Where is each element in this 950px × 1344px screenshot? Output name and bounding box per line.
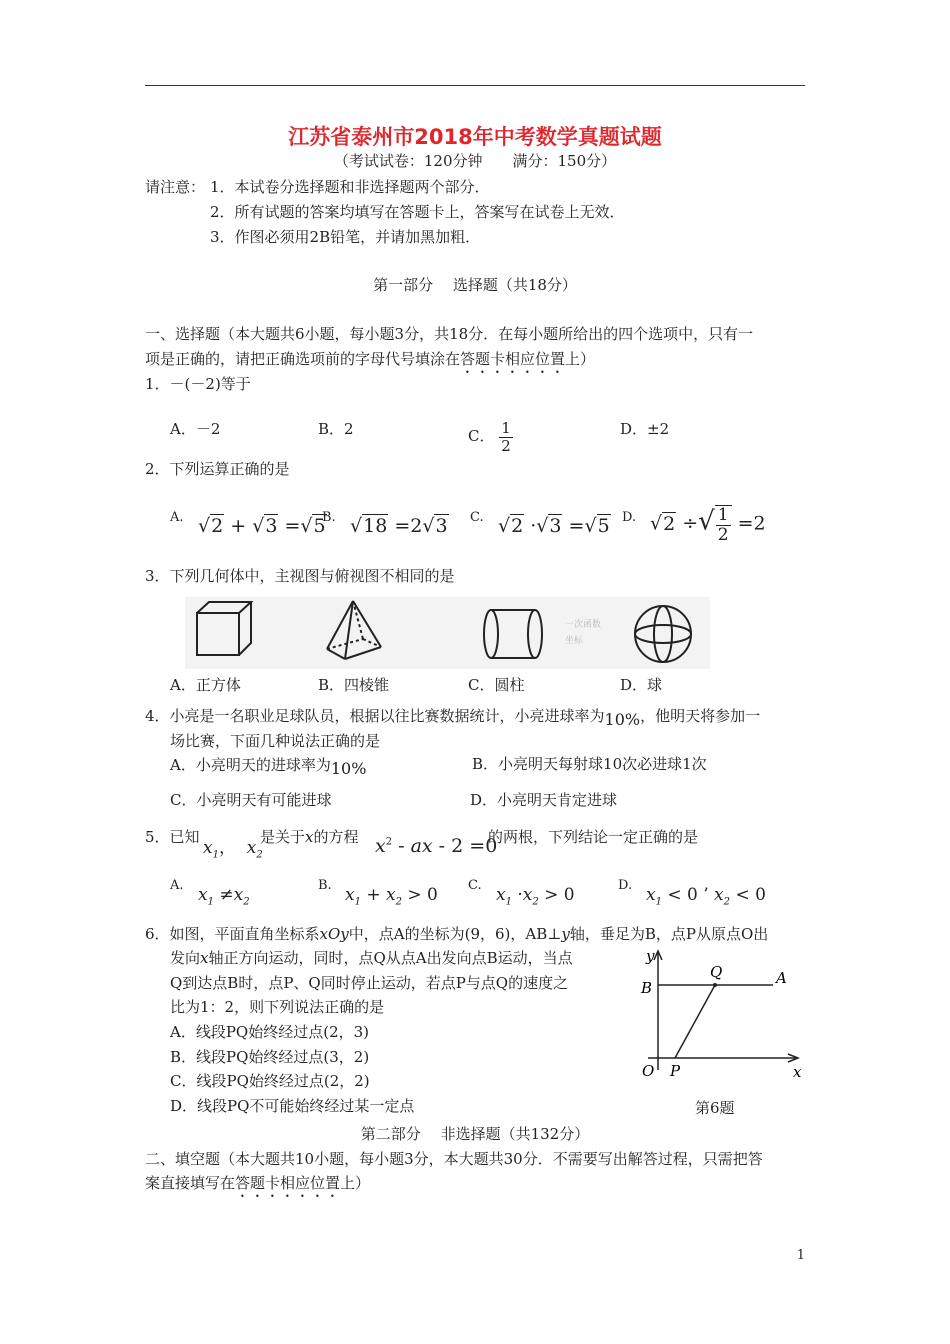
q3-option-b: B．四棱锥 <box>318 676 390 694</box>
page-number: 1 <box>796 1248 805 1263</box>
q5-stem-mid: 是关于x的方程 <box>260 828 359 846</box>
notice-item-1: 1．本试卷分选择题和非选择题两个部分． <box>210 178 490 196</box>
part1-heading: 第一部分 选择题（共18分） <box>373 276 577 294</box>
segment-pq <box>675 985 715 1058</box>
q6-figure-caption: 第6题 <box>695 1099 735 1117</box>
q1-option-d: D．±2 <box>620 420 670 438</box>
pyramid-figure <box>327 601 381 659</box>
q2-option-b-expr: √18 =2√3 <box>350 515 448 537</box>
page-title: 江苏省泰州市2018年中考数学真题试题 <box>288 125 662 149</box>
q5-option-d-label: D. <box>618 878 633 893</box>
label-o: O <box>642 1062 655 1080</box>
q6-coordinate-figure <box>628 945 818 1085</box>
section1-line2: 项是正确的，请把正确选项前的字母代号填涂在答题卡相应位置上） <box>145 350 596 368</box>
q5-stem-pre: 5．已知 <box>145 828 200 846</box>
q2-option-c-label: C. <box>470 510 484 525</box>
q5-option-a-expr: $x_1 \ne x_2$ <box>198 885 250 908</box>
q3-option-c: C．圆柱 <box>468 676 525 694</box>
q2-option-a-expr: √2 + √3 =√5 <box>198 515 326 537</box>
q4-line1: 4．小亮是一名职业足球队员，根据以往比赛数据统计，小亮进球率为10%，他明天将参加一 <box>145 707 761 729</box>
q1-option-a: A．－2 <box>170 420 221 438</box>
sphere-figure <box>635 606 691 662</box>
label-q: Q <box>710 963 723 981</box>
q4-option-a: A．小亮明天的进球率为10% <box>170 756 367 778</box>
q6-option-b: B．线段PQ始终经过点(3，2) <box>170 1048 370 1066</box>
q1-option-b: B．2 <box>318 420 354 438</box>
svg-text:一次函数: 一次函数 <box>565 620 602 630</box>
q5-stem-post: 的两根，下列结论一定正确的是 <box>488 828 699 846</box>
q2-option-b-label: B. <box>322 510 336 525</box>
q5-equation: $x^2$ - ax - 2 =0 <box>375 835 498 857</box>
part2-heading: 第二部分 非选择题（共132分） <box>360 1125 590 1143</box>
q2-option-c-expr: √2 ·√3 =√5 <box>498 515 610 537</box>
q4-option-d: D．小亮明天肯定进球 <box>470 791 618 809</box>
q6-line4: 比为1：2，则下列说法正确的是 <box>170 998 385 1016</box>
q5-option-a-label: A. <box>170 878 184 893</box>
q4-option-c: C．小亮明天有可能进球 <box>170 791 332 809</box>
label-p: P <box>670 1062 681 1080</box>
q2-option-d-expr: √2 ÷√ $\frac{1}{2}$ =2 <box>650 505 766 545</box>
q1-option-c: C． $\frac{1}{2}$ <box>468 419 511 455</box>
section1-line1: 一、选择题（本大题共6小题，每小题3分，共18分．在每小题所给出的四个选项中，只有一 <box>145 325 754 343</box>
top-rule <box>145 85 805 86</box>
notice-item-3: 3．作图必须用2B铅笔，并请加黑加粗． <box>210 228 481 246</box>
q5-option-d-expr: $x_1 < 0$ ’ $x_2 < 0$ <box>646 885 766 908</box>
notice-item-2: 2．所有试题的答案均填写在答题卡上，答案写在试卷上无效． <box>210 203 625 221</box>
q2-option-d-label: D. <box>622 510 637 525</box>
q6-line3: Q到达点B时，点P、Q同时停止运动，若点P与点Q的速度之 <box>170 974 569 992</box>
cylinder-figure <box>484 610 542 658</box>
label-a: A <box>776 969 787 987</box>
q5-option-b-expr: $x_1 + x_2 > 0$ <box>345 885 438 908</box>
q5-roots: $x_1$， $x_2$ <box>203 838 263 861</box>
q2-stem: 2．下列运算正确的是 <box>145 460 290 478</box>
section2-line1: 二、填空题（本大题共10小题，每小题3分，本大题共30分．不需要写出解答过程，只需把答 <box>145 1150 763 1168</box>
cube-figure <box>197 602 251 655</box>
section2-line2: 案直接填写在答题卡相应位置上） <box>145 1174 371 1192</box>
label-b: B <box>641 979 653 997</box>
notice-label: 请注意： <box>145 178 206 196</box>
q3-stem: 3．下列几何体中，主视图与俯视图不相同的是 <box>145 567 455 585</box>
q6-option-d: D．线段PQ不可能始终经过某一定点 <box>170 1097 415 1115</box>
q4-line2: 场比赛，下面几种说法正确的是 <box>170 732 381 750</box>
q6-line1: 6．如图，平面直角坐标系xOy中，点A的坐标为(9，6)，AB⊥y轴，垂足为B，点P从原点O出 <box>145 925 769 943</box>
q2-option-a-label: A. <box>170 510 184 525</box>
q6-line2: 发向x轴正方向运动，同时，点Q从点A出发向点B运动，当点 <box>170 949 573 967</box>
q1-stem: 1．－(－2)等于 <box>145 375 251 393</box>
exam-subtitle: （考试试卷：120分钟 满分：150分） <box>333 152 617 170</box>
q3-option-d: D．球 <box>620 676 663 694</box>
label-x: x <box>793 1063 802 1081</box>
q3-option-a: A．正方体 <box>170 676 241 694</box>
q5-option-b-label: B. <box>318 878 332 893</box>
fraction-one-half: $\frac{1}{2}$ <box>501 419 511 455</box>
q5-option-c-label: C. <box>468 878 482 893</box>
solids-figures <box>185 597 710 669</box>
q6-option-c: C．线段PQ始终经过点(2，2) <box>170 1072 370 1090</box>
q4-option-b: B．小亮明天每射球10次必进球1次 <box>472 755 707 773</box>
q6-option-a: A．线段PQ始终经过点(2，3) <box>170 1023 370 1041</box>
svg-text:坐标: 坐标 <box>565 636 584 646</box>
q5-option-c-expr: $x_1 \cdot x_2 > 0$ <box>496 885 575 908</box>
label-y: y <box>646 947 655 965</box>
